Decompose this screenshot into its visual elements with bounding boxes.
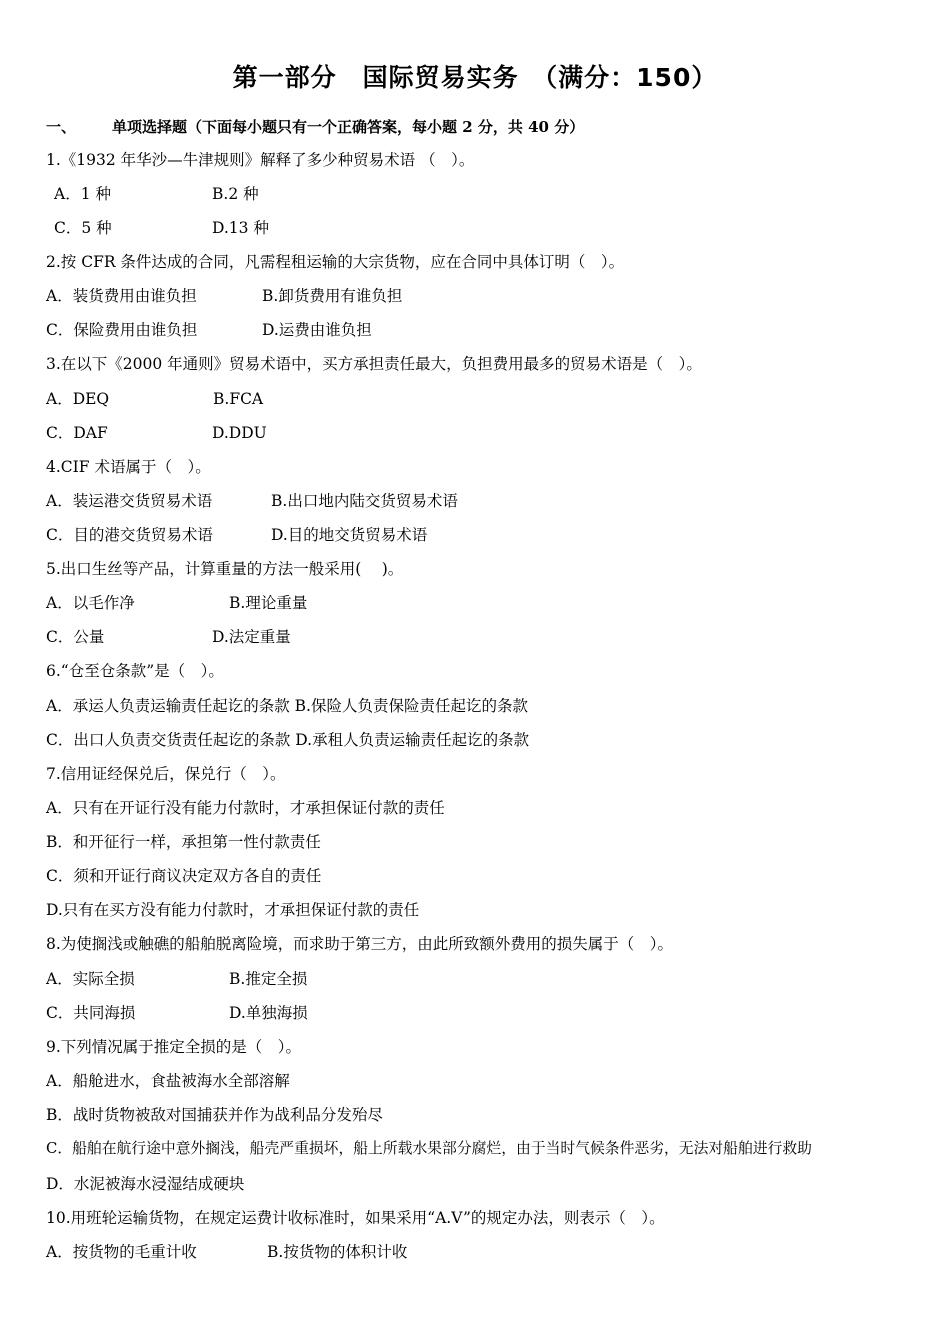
- question-5-option-c: C．公量: [46, 628, 105, 646]
- question-stem-6: 6.“仓至仓条款”是（ ）。: [46, 662, 224, 680]
- question-stem-2: 2.按 CFR 条件达成的合同，凡需程租运输的大宗货物，应在合同中具体订明（ ）。: [46, 253, 625, 271]
- question-2-option-d: D.运费由谁负担: [262, 321, 372, 339]
- question-3-option-a: A．DEQ: [46, 390, 110, 408]
- question-stem-5: 5.出口生丝等产品，计算重量的方法一般采用( )。: [46, 560, 404, 578]
- question-7-option-a: A．只有在开证行没有能力付款时，才承担保证付款的责任: [46, 799, 445, 817]
- question-stem-8: 8.为使搁浅或触礁的船舶脱离险境，而求助于第三方，由此所致额外费用的损失属于（ ）。: [46, 935, 674, 953]
- question-10-option-a: A．按货物的毛重计收: [46, 1243, 197, 1261]
- question-8-option-b: B.推定全损: [229, 970, 308, 988]
- question-2-option-c: C．保险费用由谁负担: [46, 321, 198, 339]
- question-4-option-b: B.出口地内陆交货贸易术语: [271, 492, 458, 510]
- question-stem-4: 4.CIF 术语属于（ ）。: [46, 458, 211, 476]
- question-8-option-a: A．实际全损: [46, 970, 135, 988]
- question-7-option-b: B．和开征行一样，承担第一性付款责任: [46, 833, 321, 851]
- question-5-option-b: B.理论重量: [229, 594, 308, 612]
- question-2-option-b: B.卸货费用有谁负担: [262, 287, 403, 305]
- question-1-option-d: D.13 种: [212, 219, 269, 237]
- question-9-option-b: B．战时货物被敌对国捕获并作为战利品分发殆尽: [46, 1106, 383, 1124]
- question-6-options-cd: C．出口人负责交货责任起讫的条款 D.承租人负责运输责任起讫的条款: [46, 731, 530, 749]
- section-heading: [46, 116, 584, 137]
- question-stem-7: 7.信用证经保兑后，保兑行（ ）。: [46, 765, 286, 783]
- question-9-option-a: A．船舱进水，食盐被海水全部溶解: [46, 1072, 290, 1090]
- section-text: 单项选择题（下面每小题只有一个正确答案，每小题 2 分，共 40 分）: [112, 118, 585, 136]
- question-stem-1: 1.《1932 年华沙—牛津规则》解释了多少种贸易术语 （ ）。: [46, 151, 475, 169]
- page-title: 第一部分 国际贸易实务 （满分：150）: [232, 63, 718, 92]
- question-7-option-c: C．须和开证行商议决定双方各自的责任: [46, 867, 322, 885]
- question-3-option-b: B.FCA: [213, 390, 264, 408]
- question-2-option-a: A．装货费用由谁负担: [46, 287, 197, 305]
- question-9-option-d: D．水泥被海水浸湿结成硬块: [46, 1175, 245, 1193]
- question-6-options-ab: A．承运人负责运输责任起讫的条款 B.保险人负责保险责任起讫的条款: [46, 697, 528, 715]
- section-number: 一、: [46, 118, 77, 136]
- question-4-option-a: A．装运港交货贸易术语: [46, 492, 213, 510]
- question-10-option-b: B.按货物的体积计收: [267, 1243, 408, 1261]
- question-1-option-b: B.2 种: [212, 185, 259, 203]
- question-3-option-d: D.DDU: [212, 424, 267, 442]
- question-8-option-c: C．共同海损: [46, 1004, 136, 1022]
- question-1-option-a: A．1 种: [54, 185, 111, 203]
- question-9-option-c: C．船舶在航行途中意外搁浅，船壳严重损坏，船上所载水果部分腐烂，由于当时气候条件恶劣，无法对船舶进行救助: [46, 1140, 812, 1157]
- question-stem-9: 9.下列情况属于推定全损的是（ ）。: [46, 1038, 302, 1056]
- question-1-option-c: C．5 种: [54, 219, 112, 237]
- question-3-option-c: C．DAF: [46, 424, 108, 442]
- question-stem-3: 3.在以下《2000 年通则》贸易术语中，买方承担责任最大，负担费用最多的贸易术语是（ ）。: [46, 355, 702, 373]
- question-5-option-d: D.法定重量: [212, 628, 291, 646]
- question-8-option-d: D.单独海损: [229, 1004, 308, 1022]
- question-5-option-a: A．以毛作净: [46, 594, 135, 612]
- question-4-option-d: D.目的地交货贸易术语: [271, 526, 428, 544]
- question-4-option-c: C．目的港交货贸易术语: [46, 526, 213, 544]
- question-stem-10: 10.用班轮运输货物，在规定运费计收标准时，如果采用“A.V”的规定办法，则表示（ ）。: [46, 1209, 665, 1227]
- question-7-option-d: D.只有在买方没有能力付款时，才承担保证付款的责任: [46, 901, 420, 919]
